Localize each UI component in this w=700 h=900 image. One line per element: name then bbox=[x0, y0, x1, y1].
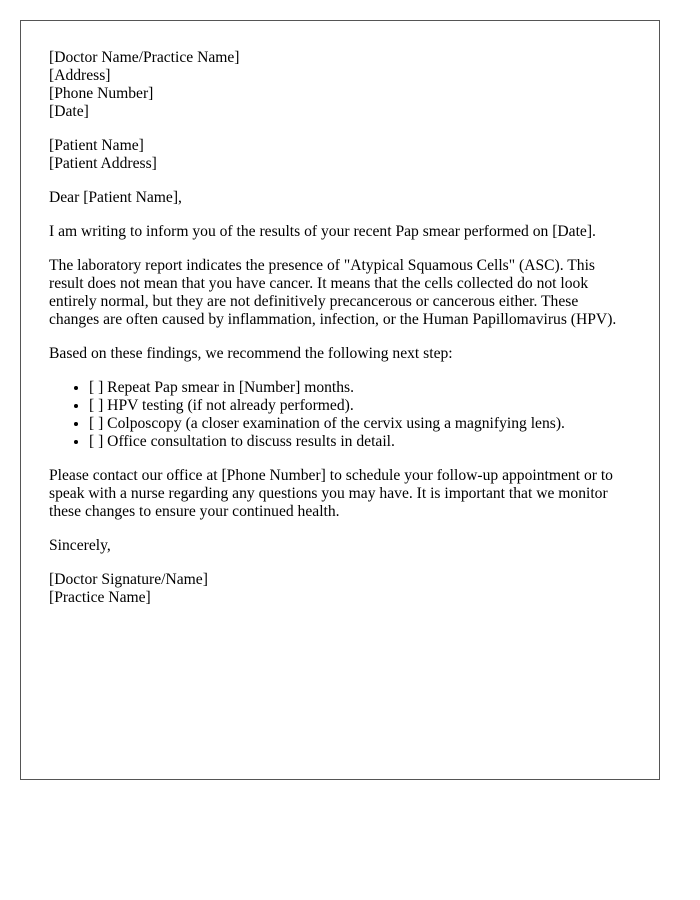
letter-page bbox=[20, 20, 660, 780]
list-item: • [ ] Repeat Pap smear in [Number] months. bbox=[89, 379, 631, 397]
signature-name: [Doctor Signature/Name] bbox=[49, 571, 208, 588]
sender-phone: [Phone Number] bbox=[49, 85, 154, 102]
recipient-address: [Patient Address] bbox=[49, 155, 157, 172]
list-item: • [ ] Office consultation to discuss results in detail. bbox=[89, 433, 631, 451]
sender-address: [Address] bbox=[49, 67, 111, 84]
findings-paragraph: The laboratory report indicates the presence of "Atypical Squamous Cells" (ASC). This result does not mean that you have cancer. It means that the cells collected do not look entirely normal, but they are not definitively precancerous or cancerous either. These changes are often caused by inflammation, infection, or the Human Papillomavirus (HPV). bbox=[49, 257, 617, 328]
salutation: Dear [Patient Name], bbox=[49, 189, 182, 206]
signature-practice: [Practice Name] bbox=[49, 589, 151, 606]
sender-block bbox=[49, 49, 631, 121]
contact-paragraph: Please contact our office at [Phone Number] to schedule your follow-up appointment or to speak with a nurse regarding any questions you may have. It is important that we monitor these changes to ensure your continued health. bbox=[49, 467, 613, 520]
recipient-block bbox=[49, 137, 631, 173]
letter-date: [Date] bbox=[49, 103, 89, 120]
options-list bbox=[49, 379, 631, 451]
list-item: • [ ] Colposcopy (a closer examination of the cervix using a magnifying lens). bbox=[89, 415, 631, 433]
recommendation-paragraph: Based on these findings, we recommend the following next step: bbox=[49, 345, 453, 362]
closing: Sincerely, bbox=[49, 537, 111, 554]
sender-name: [Doctor Name/Practice Name] bbox=[49, 49, 240, 66]
signature-block bbox=[49, 571, 631, 607]
recipient-name: [Patient Name] bbox=[49, 137, 144, 154]
intro-paragraph: I am writing to inform you of the results of your recent Pap smear performed on [Date]. bbox=[49, 223, 596, 240]
list-item: • [ ] HPV testing (if not already performed). bbox=[89, 397, 631, 415]
